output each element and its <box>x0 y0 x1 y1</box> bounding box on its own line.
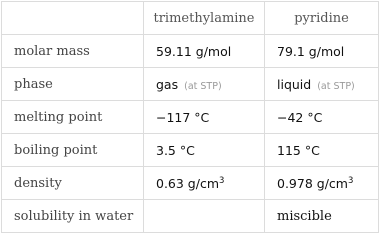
pyridine-melting-point: −42 °C <box>265 101 379 134</box>
pyridine-solubility: miscible <box>265 200 379 233</box>
density-exponent: 3 <box>219 175 225 186</box>
density-value: 0.63 g/cm <box>156 175 220 191</box>
row-label: molar mass <box>2 35 144 68</box>
trimethylamine-density <box>144 167 265 200</box>
row-label: melting point <box>2 101 144 134</box>
table-row-density <box>2 167 379 200</box>
pyridine-density <box>265 167 379 200</box>
table-row-boiling-point <box>2 134 379 167</box>
phase-value: gas <box>156 76 179 92</box>
header-pyridine: pyridine <box>265 2 379 35</box>
row-label: phase <box>2 68 144 101</box>
row-label: boiling point <box>2 134 144 167</box>
comparison-table <box>1 1 379 233</box>
header-trimethylamine: trimethylamine <box>144 2 265 35</box>
pyridine-phase <box>265 68 379 101</box>
header-empty-cell <box>2 2 144 35</box>
table-row-molar-mass <box>2 35 379 68</box>
table-row-melting-point <box>2 101 379 134</box>
phase-note: (at STP) <box>317 80 355 92</box>
trimethylamine-boiling-point: 3.5 °C <box>144 134 265 167</box>
trimethylamine-molar-mass: 59.11 g/mol <box>144 35 265 68</box>
pyridine-molar-mass: 79.1 g/mol <box>265 35 379 68</box>
trimethylamine-solubility <box>144 200 265 233</box>
row-label: solubility in water <box>2 200 144 233</box>
phase-note: (at STP) <box>184 80 222 92</box>
pyridine-boiling-point: 115 °C <box>265 134 379 167</box>
density-value: 0.978 g/cm <box>277 175 348 191</box>
phase-value: liquid <box>277 76 312 92</box>
trimethylamine-melting-point: −117 °C <box>144 101 265 134</box>
header-row <box>2 2 379 35</box>
density-exponent: 3 <box>347 175 354 186</box>
row-label: density <box>2 167 144 200</box>
table-row-solubility <box>2 200 379 233</box>
trimethylamine-phase <box>144 68 265 101</box>
table-row-phase <box>2 68 379 101</box>
